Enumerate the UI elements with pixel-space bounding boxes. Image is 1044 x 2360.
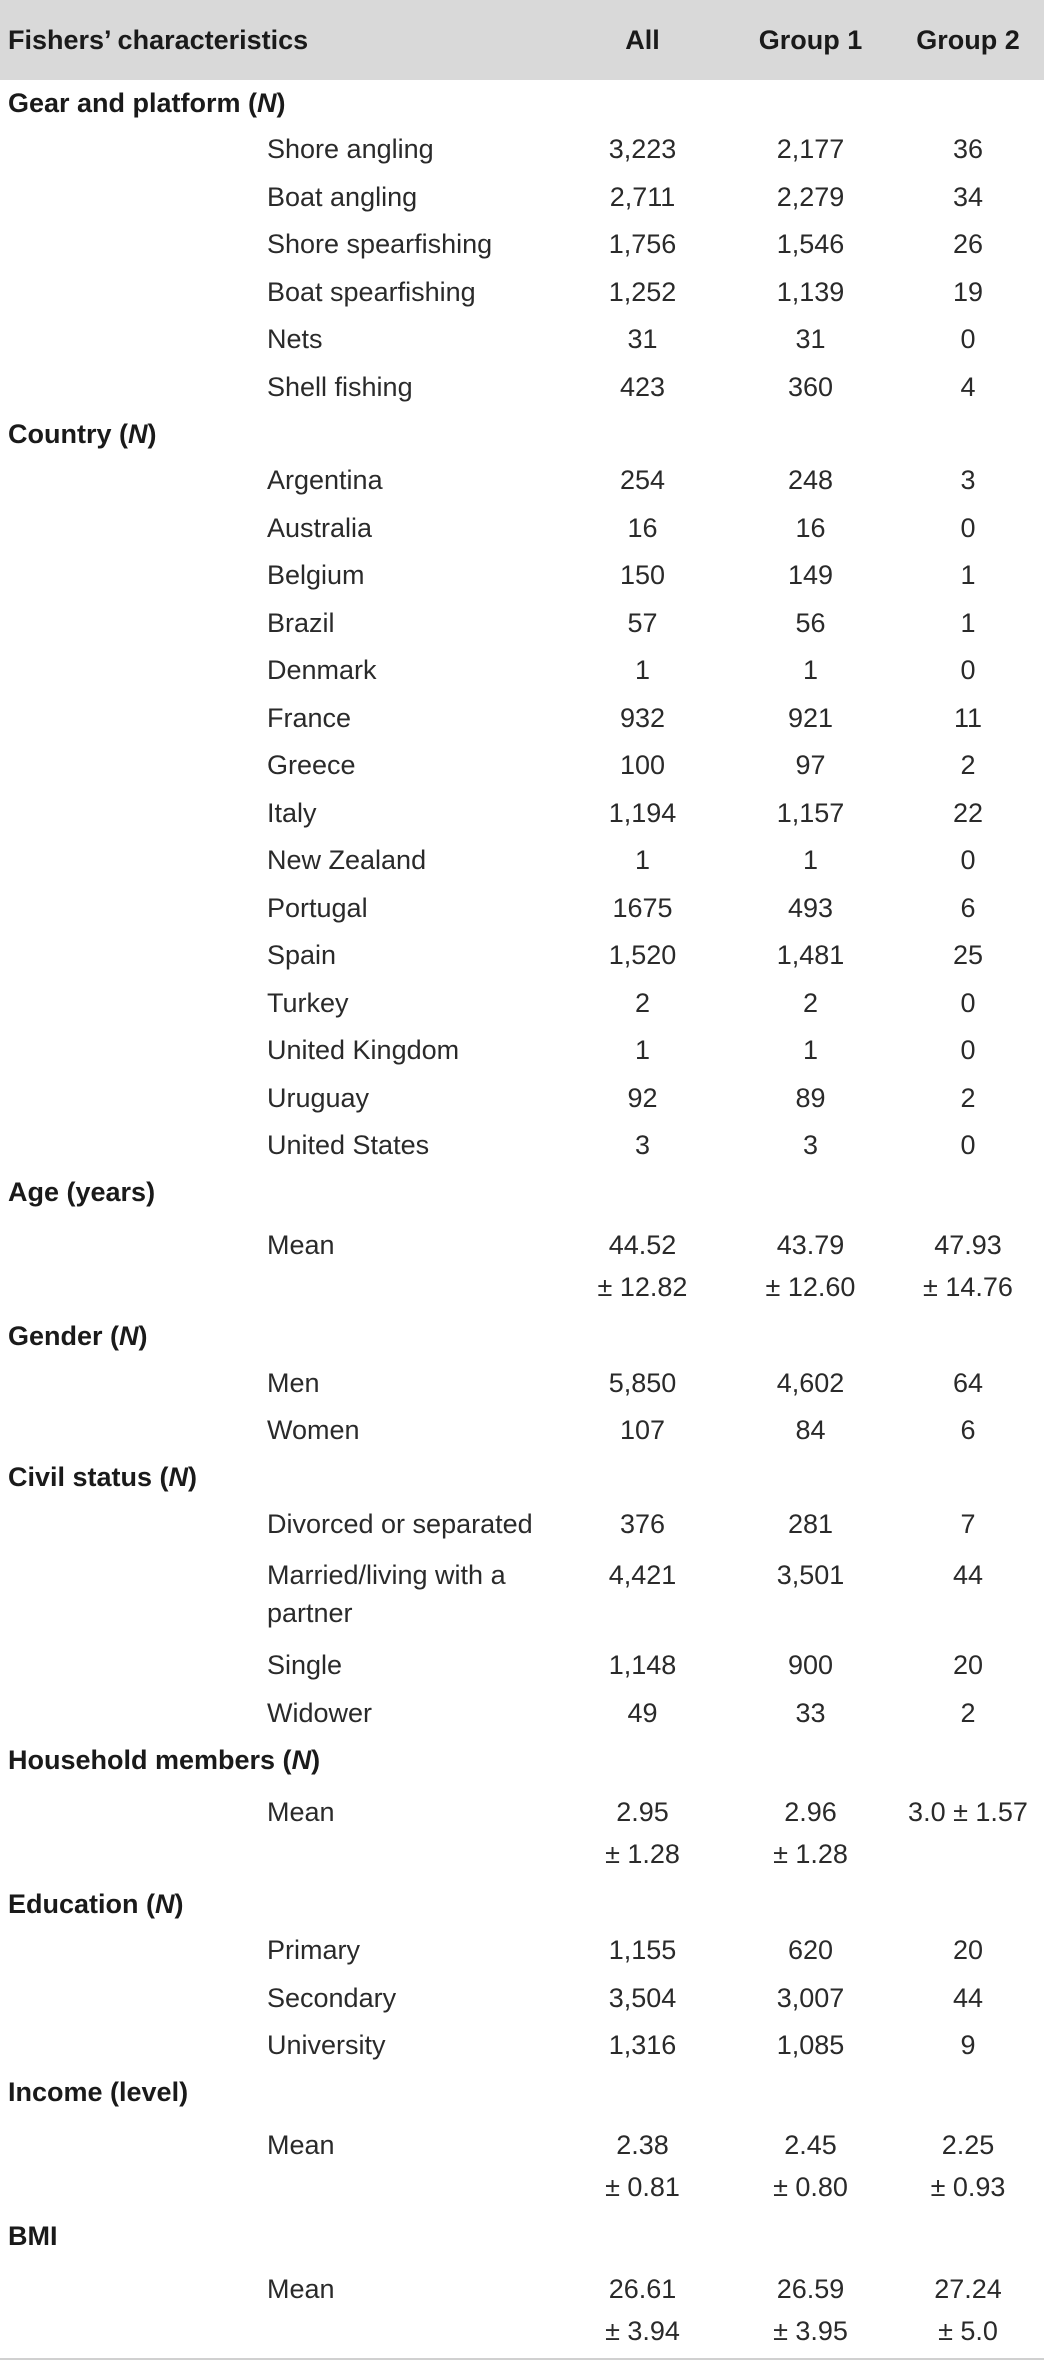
cell-all: 150: [619, 560, 666, 591]
cell-group-2: 0: [960, 512, 976, 543]
table-header: [0, 0, 1044, 80]
cell-group-2: 27.24 ± 5.0: [892, 2260, 1044, 2359]
cell-group-2: 11: [953, 702, 983, 733]
cell-group-1: 33: [795, 1697, 826, 1728]
section-title: Education (N): [8, 1888, 184, 1919]
row-label: Denmark: [267, 655, 377, 686]
section-education: [0, 1881, 1044, 1927]
cell-group-2: 6: [960, 1415, 976, 1446]
cell-group-1: 149: [787, 560, 834, 591]
cell-group-1: 97: [795, 750, 826, 781]
section-title: Age (years): [8, 1177, 156, 1207]
cell-group-1: 281: [787, 1508, 834, 1539]
cell-group-1: 2.45 ± 0.80: [773, 2129, 848, 2202]
row-label: Mean: [267, 2129, 335, 2160]
cell-group-1: 1: [802, 845, 819, 876]
cell-group-1: 900: [787, 1650, 834, 1681]
cell-all: 4,421: [608, 1560, 677, 1590]
cell-all: 107: [619, 1415, 666, 1446]
cell-all: 1675: [612, 892, 673, 923]
cell-group-2: 0: [960, 1130, 976, 1161]
row-label: Uruguay: [267, 1082, 370, 1113]
cell-group-2: 3: [960, 465, 976, 496]
cell-group-1: 84: [795, 1415, 826, 1446]
table-row: [0, 505, 1044, 553]
cell-all: 932: [619, 702, 666, 733]
row-label: University: [267, 2030, 386, 2061]
row-label: Italy: [267, 797, 317, 828]
cell-all: 1,194: [608, 797, 677, 828]
cell-group-1: 493: [787, 892, 834, 923]
table-row: [0, 1216, 1044, 1314]
table-row: [0, 600, 1044, 648]
table-row: [0, 1407, 1044, 1455]
cell-all: 49: [627, 1697, 658, 1728]
section-title: Country (N): [8, 418, 157, 449]
table-row: [0, 885, 1044, 933]
cell-group-2: 1: [960, 560, 976, 591]
header-all: All: [625, 24, 660, 55]
table-row: [0, 1642, 1044, 1690]
section-gear-and-platform: [0, 80, 1044, 126]
cell-group-1: 89: [795, 1082, 826, 1113]
cell-group-2: 19: [952, 276, 984, 307]
header-group-2: Group 2: [916, 24, 1020, 55]
cell-group-2: 44: [952, 1560, 984, 1590]
section-civil-status: [0, 1455, 1044, 1501]
cell-group-2: 2: [960, 750, 976, 781]
cell-group-1: 1,546: [776, 229, 845, 260]
cell-group-1: 248: [787, 465, 834, 496]
cell-group-2: 6: [960, 892, 976, 923]
cell-all: 31: [627, 324, 658, 355]
cell-group-2: 26: [952, 229, 984, 260]
row-label: Mean: [267, 1797, 335, 1827]
cell-group-2: 3.0 ± 1.57: [908, 1797, 1028, 1827]
row-label: Men: [267, 1367, 320, 1398]
row-label: Widower: [267, 1697, 373, 1728]
table-row: [0, 695, 1044, 743]
row-label: Women: [267, 1415, 360, 1446]
cell-group-1: 2.96 ± 1.28: [773, 1797, 848, 1869]
table-row: [0, 1075, 1044, 1123]
cell-group-2: 47.93 ± 14.76: [923, 1229, 1013, 1302]
section-gender: [0, 1314, 1044, 1360]
table-row: [0, 1783, 1044, 1881]
table-row: [0, 742, 1044, 790]
cell-group-2: 22: [952, 797, 984, 828]
cell-group-2: 20: [952, 1935, 984, 1966]
table-row: [0, 221, 1044, 269]
cell-group-1: 1,481: [776, 940, 845, 971]
row-label: Greece: [267, 750, 356, 781]
row-label: Argentina: [267, 465, 383, 496]
table-row: [0, 1927, 1044, 1975]
table-row: [0, 837, 1044, 885]
section-title: Household members (N): [8, 1744, 321, 1775]
section-title: Civil status (N): [8, 1462, 198, 1492]
table-row: [0, 647, 1044, 695]
table-row: [0, 1690, 1044, 1738]
cell-group-2: 7: [960, 1508, 976, 1539]
table-row: [0, 174, 1044, 222]
cell-all: 16: [627, 512, 658, 543]
cell-group-2: 2: [960, 1697, 976, 1728]
row-label: New Zealand: [267, 845, 427, 876]
table-row: [0, 1975, 1044, 2023]
row-label: France: [267, 702, 352, 733]
cell-group-2: 34: [952, 181, 984, 212]
cell-group-1: 921: [787, 702, 834, 733]
cell-group-2: 36: [952, 134, 984, 165]
cell-all: 1: [634, 1035, 651, 1066]
cell-all: 1,316: [608, 2030, 677, 2061]
cell-group-1: 16: [795, 512, 826, 543]
cell-all: 1,756: [608, 229, 677, 260]
cell-group-2: 2.25 ± 0.93: [930, 2129, 1006, 2202]
cell-all: 1,252: [608, 276, 677, 307]
row-label: Belgium: [267, 560, 365, 591]
cell-group-1: 1: [802, 1035, 819, 1066]
cell-group-1: 3: [802, 1130, 819, 1161]
cell-all: 3: [634, 1130, 651, 1161]
table-row: [0, 1548, 1044, 1642]
section-age: [0, 1170, 1044, 1216]
row-label: Mean: [257, 2260, 556, 2359]
header-row: [0, 0, 1044, 80]
section-household-members: [0, 1737, 1044, 1783]
cell-group-2: 9: [960, 2030, 976, 2061]
cell-group-1: 1,139: [776, 276, 845, 307]
cell-group-1: 1,157: [776, 797, 845, 828]
table-row: [0, 552, 1044, 600]
row-label: Shore angling: [267, 134, 434, 165]
cell-group-2: 0: [960, 655, 976, 686]
table-row: [0, 126, 1044, 174]
table-row: [0, 1501, 1044, 1549]
row-label: Boat spearfishing: [267, 276, 476, 307]
table-row: [0, 1360, 1044, 1408]
cell-all: 376: [619, 1508, 666, 1539]
section-income: [0, 2070, 1044, 2116]
cell-all: 2: [634, 987, 651, 1018]
row-label: Australia: [267, 512, 373, 543]
row-label: Mean: [267, 1229, 335, 1260]
cell-group-2: 64: [952, 1367, 984, 1398]
cell-group-2: 20: [952, 1650, 984, 1681]
row-label: Turkey: [267, 987, 349, 1018]
cell-all: 57: [627, 607, 658, 638]
table-row: [0, 364, 1044, 412]
cell-all: 2.38 ± 0.81: [605, 2129, 680, 2202]
cell-group-1: 3,007: [776, 1982, 845, 2013]
cell-group-1: 2: [802, 987, 819, 1018]
cell-group-1: 1: [802, 655, 819, 686]
section-title: BMI: [8, 2221, 58, 2251]
cell-all: 100: [619, 750, 666, 781]
cell-all: 26.61 ± 3.94: [556, 2260, 729, 2359]
row-label: Secondary: [267, 1982, 397, 2013]
cell-group-1: 31: [795, 324, 826, 355]
table-row: [0, 457, 1044, 505]
section-title: Gear and platform (N): [8, 87, 286, 118]
cell-group-1: 360: [787, 371, 834, 402]
cell-group-2: 1: [960, 607, 976, 638]
cell-group-1: 43.79 ± 12.60: [765, 1229, 856, 1302]
cell-group-2: 25: [952, 940, 984, 971]
cell-group-1: 56: [795, 607, 826, 638]
row-label: Boat angling: [267, 181, 418, 212]
section-bmi: [0, 2214, 1044, 2260]
section-country: [0, 411, 1044, 457]
row-label: United States: [267, 1130, 430, 1161]
cell-group-2: 44: [952, 1982, 984, 2013]
header-group-1: Group 1: [758, 24, 863, 55]
cell-all: 5,850: [608, 1367, 677, 1398]
cell-group-2: 0: [960, 1035, 976, 1066]
cell-all: 92: [627, 1082, 658, 1113]
table-row: [0, 1027, 1044, 1075]
cell-all: 3,223: [608, 134, 677, 165]
cell-group-1: 2,279: [776, 181, 845, 212]
table-body: [0, 80, 1044, 2359]
cell-group-1: 2,177: [776, 134, 845, 165]
cell-all: 1,520: [608, 940, 677, 971]
cell-group-1: 1,085: [776, 2030, 845, 2061]
row-label: Divorced or separated: [267, 1508, 533, 1539]
table-row: [0, 980, 1044, 1028]
cell-group-1: 4,602: [776, 1367, 845, 1398]
row-label: Single: [267, 1650, 343, 1681]
cell-all: 423: [619, 371, 666, 402]
row-label: Shore spearfishing: [267, 229, 493, 260]
header-characteristics: Fishers’ characteristics: [8, 24, 309, 55]
cell-all: 1: [634, 845, 651, 876]
table-row: [0, 2116, 1044, 2214]
cell-group-2: 0: [960, 324, 976, 355]
cell-group-2: 0: [960, 845, 976, 876]
table-row: [0, 1122, 1044, 1170]
cell-group-2: 4: [960, 371, 976, 402]
cell-all: 1,155: [608, 1935, 677, 1966]
table-row: [0, 932, 1044, 980]
cell-group-1: 3,501: [776, 1560, 845, 1590]
row-label: Brazil: [267, 607, 335, 638]
row-label: Spain: [267, 940, 337, 971]
section-title: Gender (N): [8, 1321, 148, 1351]
row-label: Portugal: [267, 892, 368, 923]
cell-all: 44.52 ± 12.82: [597, 1229, 688, 1302]
table-row: [0, 316, 1044, 364]
table-row: [0, 2022, 1044, 2070]
cell-all: 1,148: [608, 1650, 677, 1681]
cell-all: 2,711: [609, 181, 676, 212]
table-row: [0, 269, 1044, 317]
row-label: Nets: [267, 324, 323, 355]
cell-group-1: 620: [787, 1935, 834, 1966]
table-row: [0, 2260, 1044, 2359]
table-row: [0, 790, 1044, 838]
row-label: Married/living with a partner: [267, 1560, 506, 1628]
cell-all: 2.95 ± 1.28: [605, 1797, 680, 1869]
cell-all: 254: [619, 465, 666, 496]
row-label: United Kingdom: [267, 1035, 460, 1066]
cell-all: 3,504: [608, 1982, 677, 2013]
row-label: Primary: [267, 1935, 360, 1966]
cell-all: 1: [634, 655, 651, 686]
cell-group-1: 26.59 ± 3.95: [729, 2260, 892, 2359]
cell-group-2: 2: [960, 1082, 976, 1113]
section-title: Income (level): [8, 2077, 189, 2107]
cell-group-2: 0: [960, 987, 976, 1018]
row-label: Shell fishing: [267, 371, 413, 402]
